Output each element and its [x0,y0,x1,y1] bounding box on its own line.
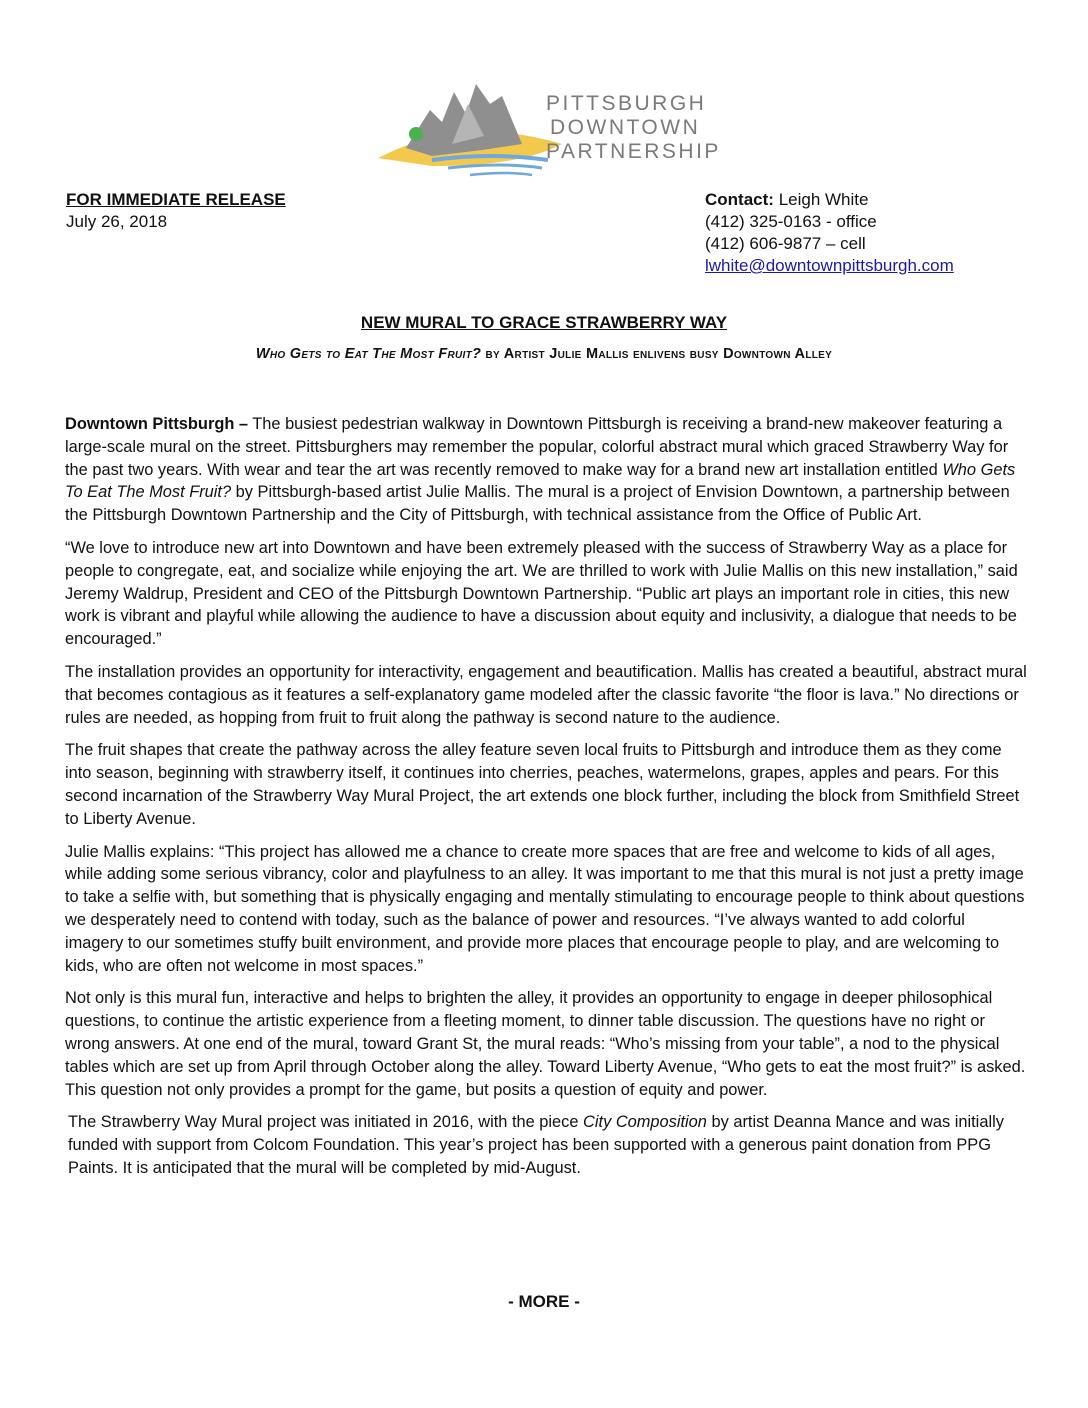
press-release-body [65,413,1027,1190]
logo-line-2: DOWNTOWN [550,116,701,139]
paragraph-6: Not only is this mural fun, interactive and helps to brighten the alley, it provides an opportunity to engage in deeper philosophical questions, to continue the artistic experience from a fleeting moment, to dinner table discussion. The questions have no right or wrong answers. At one end of the mural, toward Grant St, the mural reads: “Who’s missing from your table”, a nod to the physical tables which are set up from April through October along the alley. Toward Liberty Avenue, “Who gets to eat the most fruit?” is asked. This question not only provides a prompt for the game, but posits a question of equity and power. [65,989,1026,1099]
paragraph-7-text-b: by artist Deanna Mance and was initially funded with support from Colcom Foundation. This year’s project has been supported with a generous paint donation from PPG Paints. It is anticipated that the mural will be completed by mid-August. [68,1113,1004,1177]
contact-block [705,189,954,277]
contact-label: Contact: [705,190,774,209]
contact-name: Leigh White [778,190,869,209]
logo-tree-shape [409,127,423,141]
logo-water-line-2 [448,165,542,168]
paragraph-2: “We love to introduce new art into Downtown and have been extremely pleased with the success of Strawberry Way as a place for people to congregate, eat, and socialize while enjoying the art. We are thrilled to work with Julie Mallis on this new installation,” said Jeremy Waldrup, President and CEO of the Pittsburgh Downtown Partnership. “Public art plays an important role in cities, this new work is vibrant and playful while allowing the audience to have a discussion about equity and inclusivity, a dialogue that needs to be encouraged.” [65,538,1018,649]
paragraph-1-artwork-title: Who Gets To Eat The Most Fruit? [65,460,1016,502]
logo-line-3: PARTNERSHIP [546,140,721,163]
more-indicator: - MORE - [508,1292,580,1311]
release-title: FOR IMMEDIATE RELEASE [66,190,286,209]
logo-wordmark [546,92,721,164]
contact-name-line [705,189,954,211]
release-header [66,189,286,233]
contact-cell: (412) 606-9877 – cell [705,234,866,253]
paragraph-1-text-a: The busiest pedestrian walkway in Downtown Pittsburgh is receiving a brand-new makeover featuring a large-scale mural on the street. Pittsburghers may remember the popular, colorful abstract mural which graced Strawberry Way for the past two years. With wear and tear the art was recently removed to make way for a brand new art installation entitled [65,415,1009,479]
paragraph-1 [65,413,1027,527]
paragraph-4: The fruit shapes that create the pathway across the alley feature seven local fruits to Pittsburgh and introduce them as they come into season, beginning with strawberry itself, it continues into cherries, peaches, watermelons, grapes, apples and pears. For this second incarnation of the Strawberry Way Mural Project, the art extends one block further, including the block from Smithfield Street to Liberty Avenue. [65,741,1020,828]
paragraph-3: The installation provides an opportunity for interactivity, engagement and beautification. Mallis has created a beautiful, abstract mural that becomes contagious as it features a self-explanatory game modeled after the classic favorite “the floor is lava.” No directions or rules are needed, as hopping from fruit to fruit along the pathway is second nature to the audience. [65,662,1027,727]
release-date: July 26, 2018 [66,212,168,231]
subheadline [0,346,1088,362]
subhead-rest: by Artist Julie Mallis enlivens busy Downtown Alley [481,346,833,362]
paragraph-5: Julie Mallis explains: “This project has allowed me a chance to create more spaces that are free and welcome to kids of all ages, while adding some serious vibrancy, color and playfulness to an alley. It was important to me that this mural is not just a pretty image to take a selfie with, but something that is physically engaging and mentally stimulating to encourage people to think about questions we desperately need to contend with today, such as the balance of power and resources. “I’ve always wanted to add colorful imagery to our sometimes stuffy built environment, and provide more places that encourage people to play, and are welcoming to kids, who are often not welcome in most spaces.” [65,842,1025,975]
subhead-artwork-title: Who Gets to Eat The Most Fruit? [255,346,482,362]
contact-office: (412) 325-0163 - office [705,212,877,231]
logo-water-line-3 [470,173,532,175]
paragraph-1-text-b: by Pittsburgh-based artist Julie Mallis. The mural is a project of Envision Downtown, a partnership between the Pittsburgh Downtown Partnership and the City of Pittsburgh, with technical assistance from the Office of Public Art. [65,483,1010,525]
headline: NEW MURAL TO GRACE STRAWBERRY WAY [360,313,728,332]
logo-line-1: PITTSBURGH [546,92,707,115]
dateline: Downtown Pittsburgh – [65,415,249,433]
paragraph-7-artwork-title: City Composition [583,1113,707,1132]
paragraph-7-text-a: The Strawberry Way Mural project was initiated in 2016, with the piece [68,1113,584,1132]
paragraph-7 [65,1111,1027,1179]
contact-email-link[interactable]: lwhite@downtownpittsburgh.com [705,256,954,275]
